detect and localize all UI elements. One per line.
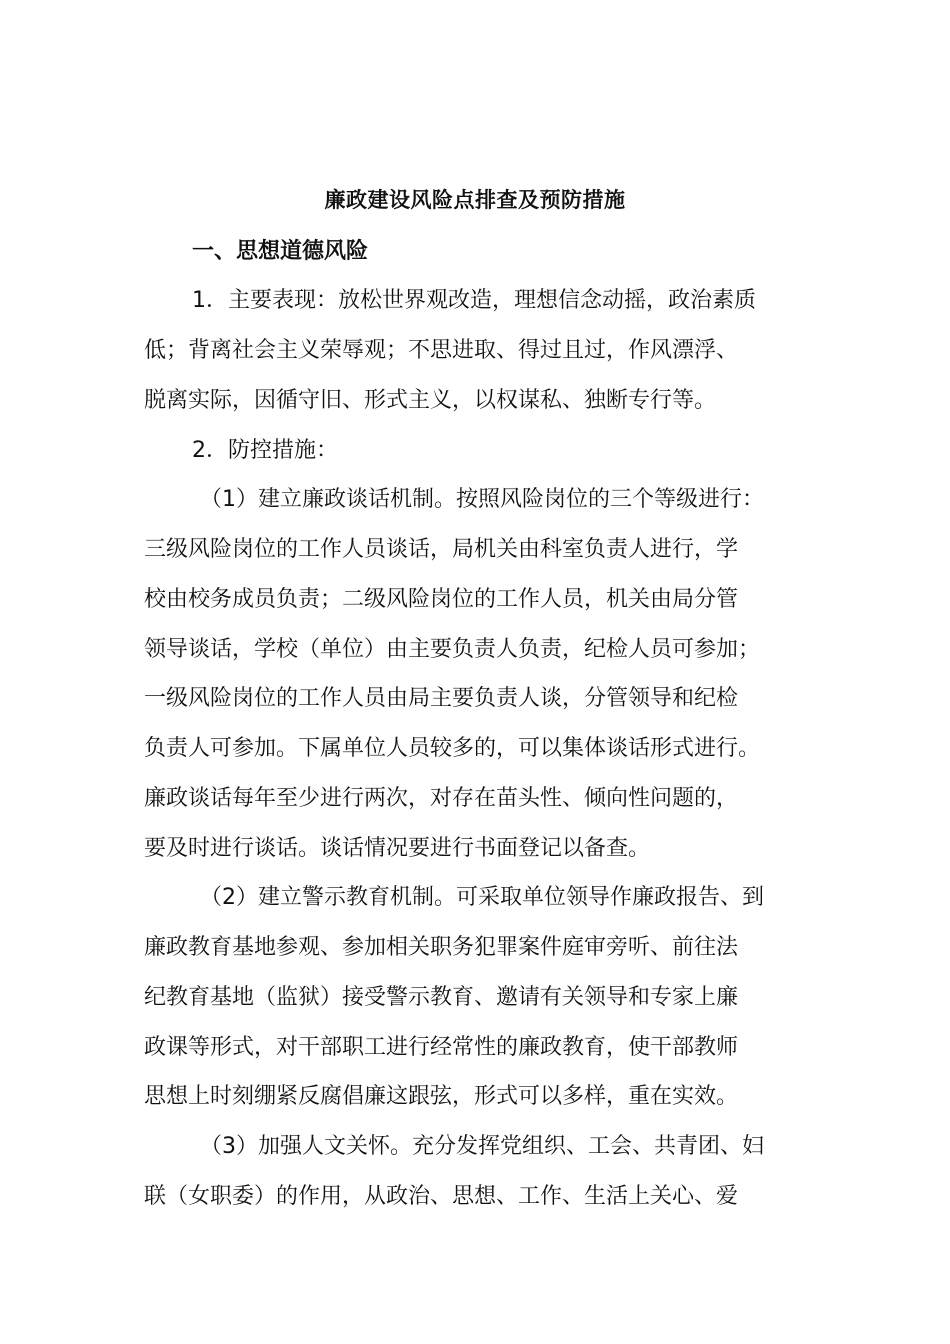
paragraph-line: 2．防控措施： [192, 438, 338, 463]
paragraph-line: 政课等形式，对干部职工进行经常性的廉政教育，使干部教师 [144, 1035, 739, 1060]
paragraph-line: 校由校务成员负责；二级风险岗位的工作人员，机关由局分管 [144, 587, 739, 612]
paragraph-line: 一级风险岗位的工作人员由局主要负责人谈，分管领导和纪检 [144, 686, 739, 711]
paragraph-line: 负责人可参加。下属单位人员较多的，可以集体谈话形式进行。 [144, 736, 761, 761]
paragraph-line: 三级风险岗位的工作人员谈话，局机关由科室负责人进行，学 [144, 537, 739, 562]
paragraph-line: 廉政谈话每年至少进行两次，对存在苗头性、倾向性问题的， [144, 786, 739, 811]
paragraph-line: （2）建立警示教育机制。可采取单位领导作廉政报告、到 [200, 885, 764, 910]
paragraph-line: 廉政教育基地参观、参加相关职务犯罪案件庭审旁听、前往法 [144, 935, 739, 960]
paragraph-line: 联（女职委）的作用，从政治、思想、工作、生活上关心、爱 [144, 1184, 739, 1209]
paragraph-line: 纪教育基地（监狱）接受警示教育、邀请有关领导和专家上廉 [144, 985, 739, 1010]
paragraph-line: 领导谈话，学校（单位）由主要负责人负责，纪检人员可参加； [144, 637, 761, 662]
paragraph-line: 低；背离社会主义荣辱观；不思进取、得过且过，作风漂浮、 [144, 338, 739, 363]
section-heading-ideology-risk: 一、思想道德风险 [192, 239, 369, 264]
document-title: 廉政建设风险点排查及预防措施 [324, 188, 626, 212]
paragraph-line: 要及时进行谈话。谈话情况要进行书面登记以备查。 [144, 836, 651, 861]
paragraph-line: （3）加强人文关怀。充分发挥党组织、工会、共青团、妇 [200, 1134, 764, 1159]
paragraph-line: 1．主要表现：放松世界观改造，理想信念动摇，政治素质 [192, 288, 756, 313]
paragraph-line: 思想上时刻绷紧反腐倡廉这跟弦，形式可以多样，重在实效。 [144, 1084, 739, 1109]
paragraph-line: （1）建立廉政谈话机制。按照风险岗位的三个等级进行： [200, 487, 764, 512]
paragraph-line: 脱离实际，因循守旧、形式主义，以权谋私、独断专行等。 [144, 388, 717, 413]
